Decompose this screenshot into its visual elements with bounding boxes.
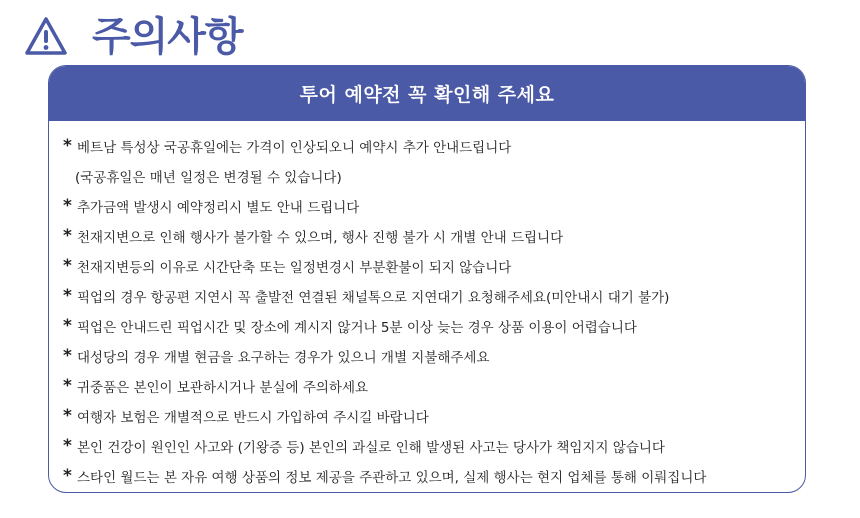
list-item [63,431,795,461]
note-text: 대성당의 경우 개별 현금을 요구하는 경우가 있으니 개별 지불해주세요 [77,350,490,366]
list-item [63,371,795,401]
list-item [63,341,795,371]
bullet-mark: * [63,256,72,276]
notice-card [48,65,806,493]
bullet-mark: * [63,286,72,306]
header [24,12,243,62]
list-item [63,191,795,221]
bullet-mark: * [63,196,72,216]
warning-triangle-icon [24,15,68,59]
note-text: 천재지변등의 이유로 시간단축 또는 일정변경시 부분환불이 되지 않습니다 [77,260,512,276]
note-text: 추가금액 발생시 예약정리시 별도 안내 드립니다 [77,200,360,216]
note-text: (국공휴일은 매년 일정은 변경될 수 있습니다) [75,170,342,186]
list-item [63,401,795,431]
list-item [63,311,795,341]
bullet-mark: * [63,466,72,486]
bullet-mark: * [63,376,72,396]
banner-text: 투어 예약전 꼭 확인해 주세요 [299,84,555,106]
notes-list [63,131,795,491]
page-title: 주의사항 [92,14,243,60]
bullet-mark: * [63,346,72,366]
list-item [63,161,795,191]
bullet-mark: * [63,226,72,246]
note-text: 본인 건강이 원인인 사고와 (기왕증 등) 본인의 과실로 인해 발생된 사고는 당사가 책임지지 않습니다 [77,440,665,456]
list-item [63,131,795,161]
note-text: 스타인 월드는 본 자유 여행 상품의 정보 제공을 주관하고 있으며, 실제 행사는 현지 업체를 통해 이뤄집니다 [77,470,707,486]
list-item [63,221,795,251]
note-text: 여행자 보험은 개별적으로 반드시 가입하여 주시길 바랍니다 [77,410,429,426]
note-text: 픽업의 경우 항공편 지연시 꼭 출발전 연결된 채널톡으로 지연대기 요청해주세요(미안내시 대기 불가) [77,290,670,306]
notice-banner [49,66,805,121]
bullet-mark: * [63,316,72,336]
bullet-mark: * [63,436,72,456]
note-text: 귀중품은 본인이 보관하시거나 분실에 주의하세요 [77,380,369,396]
note-text: 베트남 특성상 국공휴일에는 가격이 인상되오니 예약시 추가 안내드립니다 [77,140,512,156]
note-text: 픽업은 안내드린 픽업시간 및 장소에 계시지 않거나 5분 이상 늦는 경우 상품 이용이 어렵습니다 [77,320,637,336]
list-item [63,281,795,311]
list-item [63,251,795,281]
bullet-mark: * [63,406,72,426]
note-text: 천재지변으로 인해 행사가 불가할 수 있으며, 행사 진행 불가 시 개별 안내 드립니다 [77,230,564,246]
bullet-mark: * [63,136,72,156]
list-item [63,461,795,491]
